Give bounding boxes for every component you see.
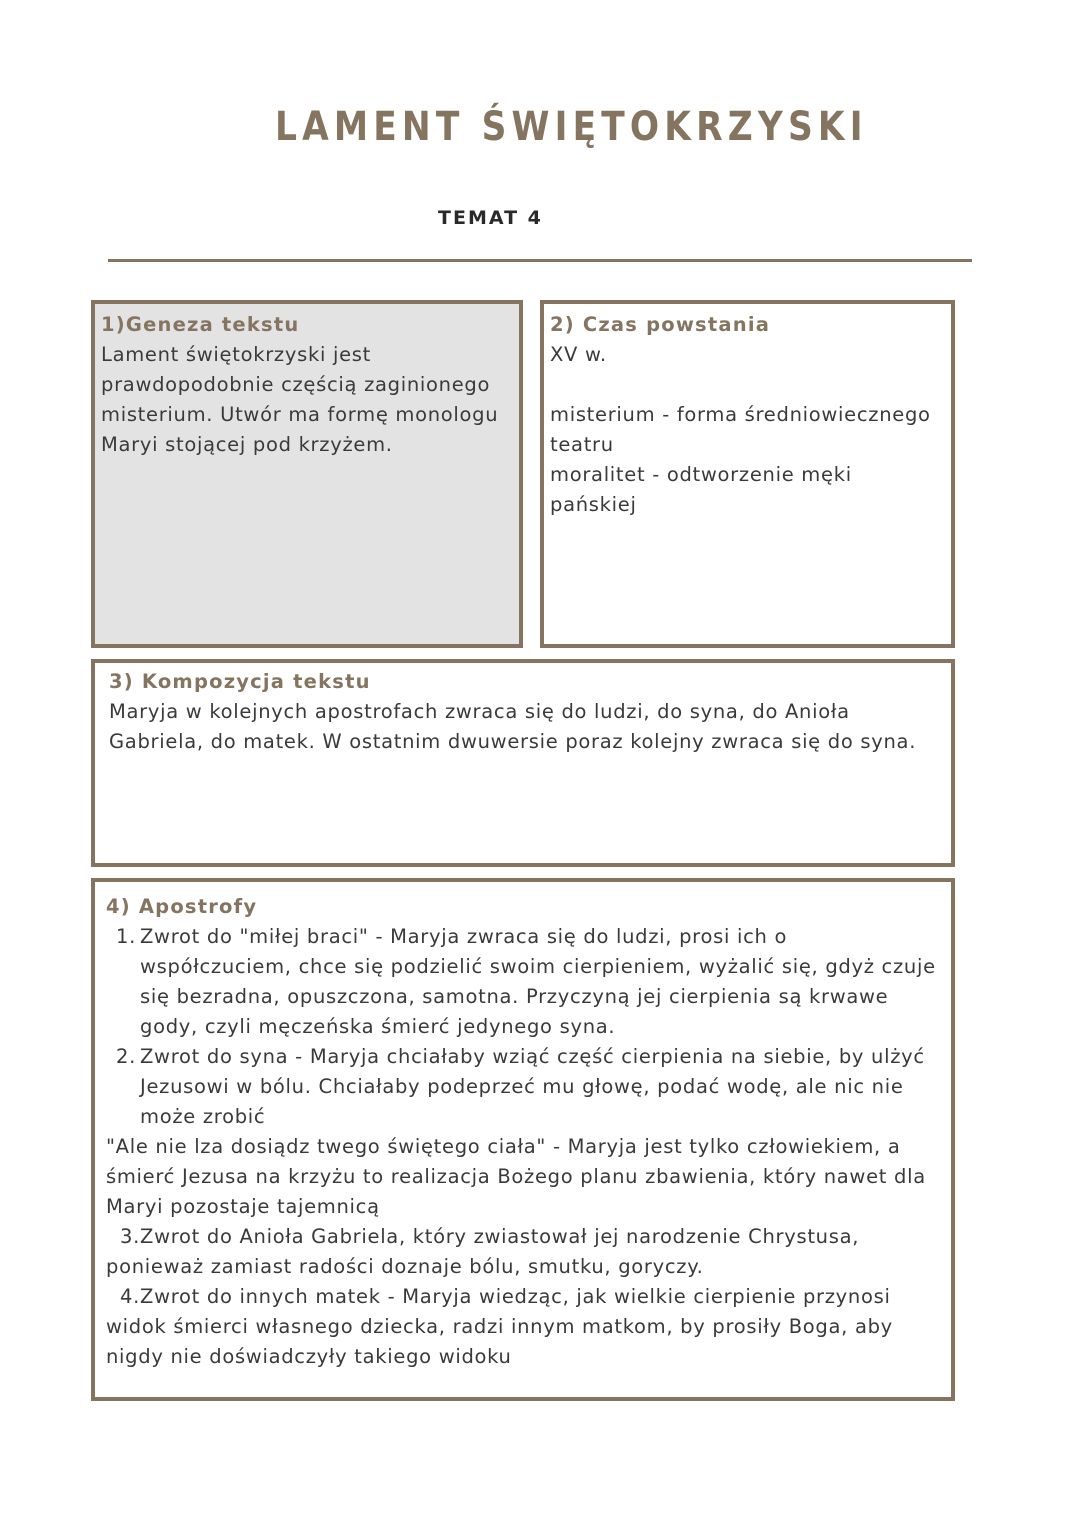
- apostrophe-gabriel-rest: ponieważ zamiast radości doznaje bólu, smutku, goryczy.: [106, 1255, 704, 1278]
- mystery-definition: misterium - forma średniowiecznego teatru: [550, 403, 931, 456]
- list-number: 2.: [116, 1045, 137, 1068]
- genesis-heading: 1)Geneza tekstu: [101, 313, 300, 336]
- genesis-box: [91, 300, 523, 648]
- list-item: [106, 922, 938, 1042]
- apostrophes-list: [106, 922, 938, 1132]
- creation-century: XV w.: [550, 343, 607, 366]
- apostrophe-mothers-lead: 4.Zwrot do innych matek - Maryja wiedząc, jak wielkie cierpienie przynosi: [120, 1285, 891, 1308]
- spacer: [550, 370, 951, 400]
- apostrophe-son: Zwrot do syna - Maryja chciałaby wziąć część cierpienia na siebie, by ulżyć Jezusowi w bólu. Chciałaby podeprzeć mu głowę, podać wodę, ale nic nie może zrobić: [140, 1045, 925, 1128]
- apostrophe-brethren: Zwrot do "miłej braci" - Maryja zwraca się do ludzi, prosi ich o współczuciem, chce się podzielić swoim cierpieniem, wyżalić się, gdyż czuje się bezradna, opuszczona, samotna. Przyczyną jej cierpienia są krwawe gody, czyli męczeńska śmierć jedynego syna.: [140, 925, 936, 1038]
- apostrophes-heading: 4) Apostrofy: [106, 895, 258, 918]
- creation-time-box: [540, 300, 955, 648]
- creation-time-heading: 2) Czas powstania: [550, 313, 771, 336]
- header-divider: [108, 259, 972, 262]
- apostrophe-mothers-rest: widok śmierci własnego dziecka, radzi innym matkom, by prosiły Boga, aby nigdy nie doświadczyły takiego widoku: [106, 1315, 893, 1368]
- morality-definition: moralitet - odtworzenie męki pańskiej: [550, 463, 852, 516]
- apostrophes-box: [91, 878, 955, 1401]
- composition-box: [91, 659, 955, 867]
- quote-paragraph: "Ale nie lza dosiądz twego świętego ciała" - Maryja jest tylko człowiekiem, a śmierć Jezusa na krzyżu to realizacja Bożego planu zbawienia, który nawet dla Maryi pozostaje tajemnicą: [106, 1135, 926, 1218]
- list-number: 1.: [116, 925, 137, 948]
- composition-heading: 3) Kompozycja tekstu: [109, 670, 371, 693]
- topic-label: TEMAT 4: [438, 207, 543, 229]
- apostrophe-gabriel-lead: 3.Zwrot do Anioła Gabriela, który zwiastował jej narodzenie Chrystusa,: [120, 1225, 860, 1248]
- page-title: LAMENT ŚWIĘTOKRZYSKI: [275, 104, 868, 150]
- composition-text: Maryja w kolejnych apostrofach zwraca się do ludzi, do syna, do Anioła Gabriela, do matek. W ostatnim dwuwersie poraz kolejny zwraca się do syna.: [109, 700, 917, 753]
- genesis-text: Lament świętokrzyski jest prawdopodobnie częścią zaginionego misterium. Utwór ma formę monologu Maryi stojącej pod krzyżem.: [101, 343, 499, 456]
- list-item: [106, 1042, 938, 1132]
